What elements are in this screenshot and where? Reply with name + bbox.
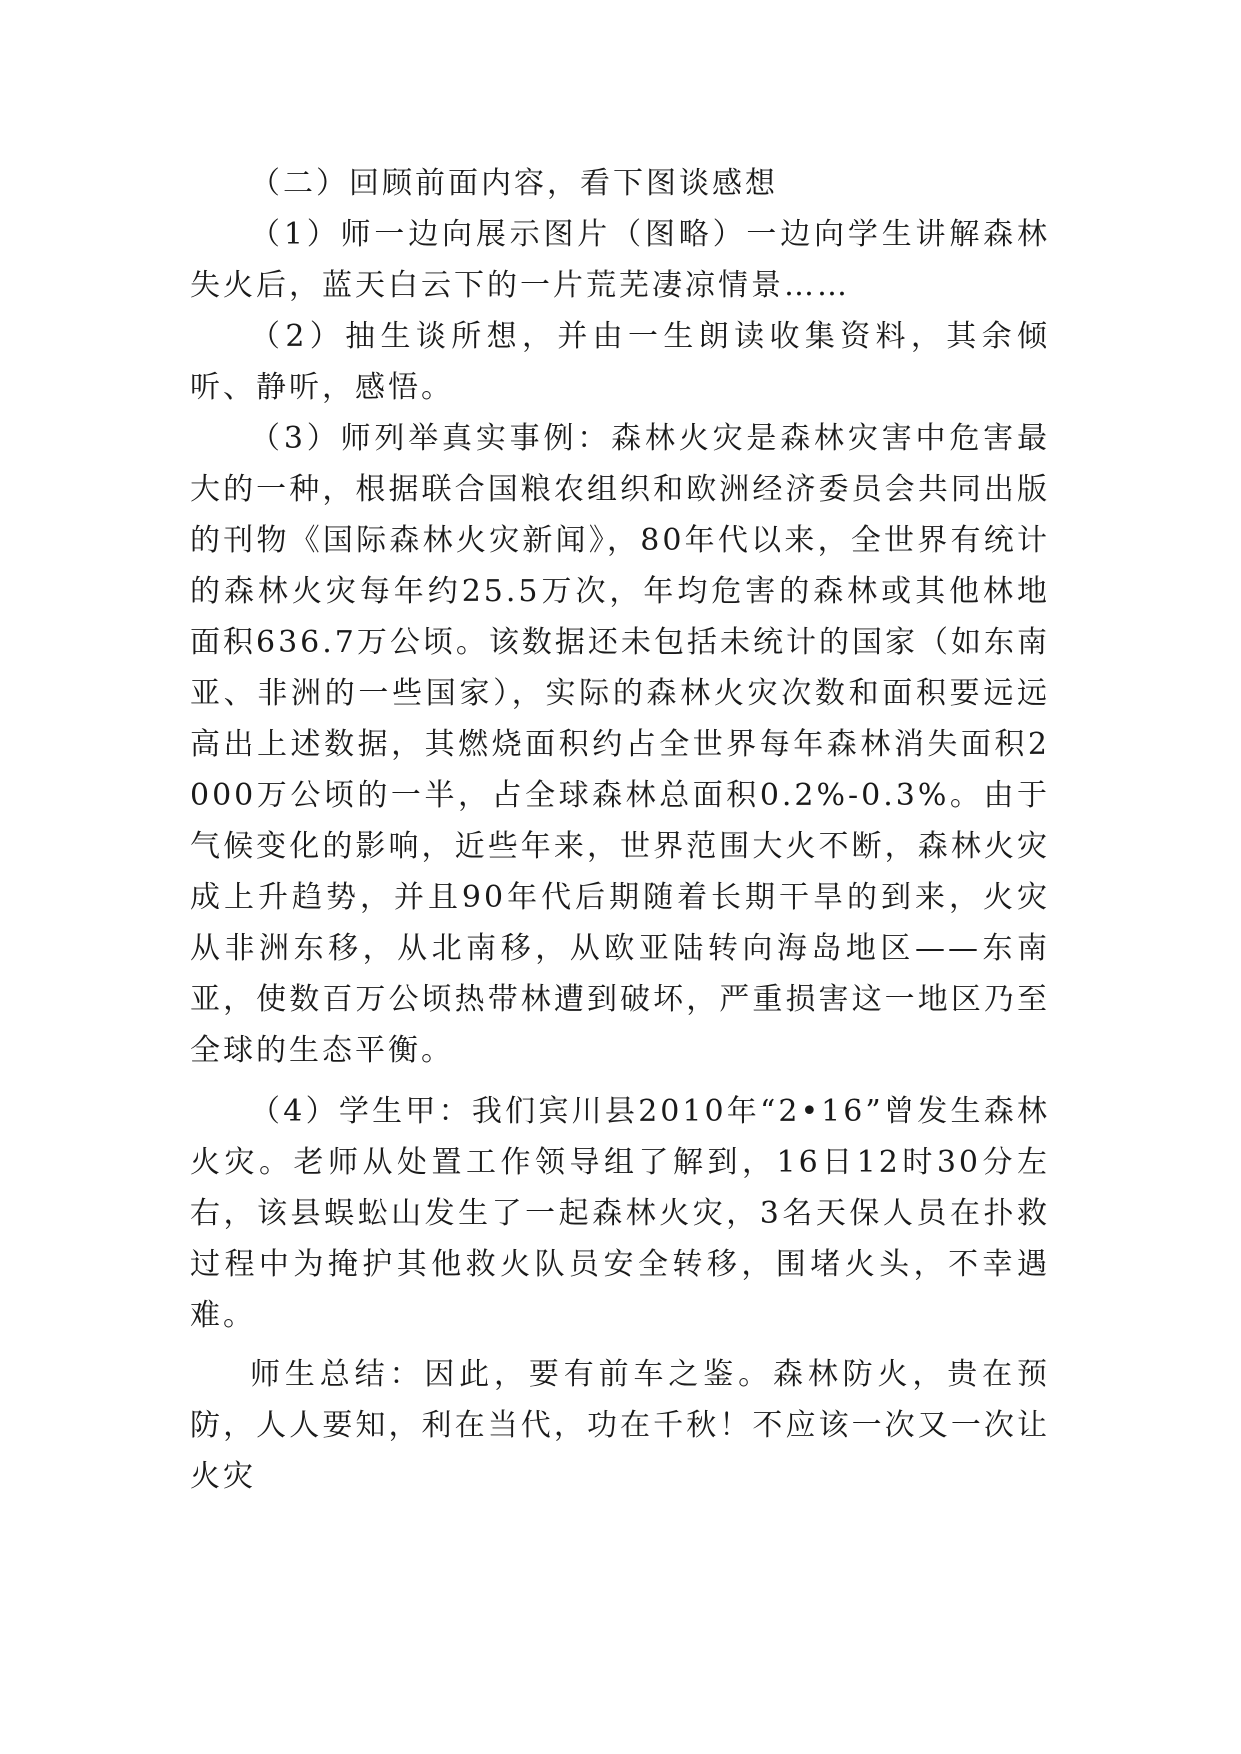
summary-paragraph: 师生总结：因此，要有前车之鉴。森林防火，贵在预防，人人要知，利在当代，功在千秋！不应该一次又一次让火灾 bbox=[190, 1357, 1050, 1494]
section-heading: （二）回顾前面内容，看下图谈感想 bbox=[250, 166, 778, 201]
paragraph-3: （3）师列举真实事例：森林火灾是森林灾害中危害最大的一种，根据联合国粮农组织和欧洲经济委员会共同出版的刊物《国际森林火灾新闻》，80年代以来，全世界有统计的森林火灾每年约25.5万次，年均危害的森林或其他林地面积636.7万公顷。该数据还未包括未统计的国家（如东南亚、非洲的一些国家），实际的森林火灾次数和面积要远远高出上述数据，其燃烧面积约占全世界每年森林消失面积2000万公顷的一半，占全球森林总面积0.2%-0.3%。由于气候变化的影响，近些年来，世界范围大火不断，森林火灾成上升趋势，并且90年代后期随着长期干旱的到来，火灾从非洲东移，从北南移，从欧亚陆转向海岛地区——东南亚，使数百万公顷热带林遭到破坏，严重损害这一地区乃至全球的生态平衡。 bbox=[190, 421, 1050, 1068]
paragraph-4: （4）学生甲：我们宾川县2010年“2•16”曾发生森林火灾。老师从处置工作领导组了解到，16日12时30分左右，该县蜈蚣山发生了一起森林火灾，3名天保人员在扑救过程中为掩护其他救火队员安全转移，围堵火头，不幸遇难。 bbox=[190, 1094, 1050, 1333]
paragraph-1: （1）师一边向展示图片（图略）一边向学生讲解森林失火后，蓝天白云下的一片荒芜凄凉情景…… bbox=[190, 217, 1050, 303]
paragraph-2: （2）抽生谈所想，并由一生朗读收集资料，其余倾听、静听，感悟。 bbox=[190, 319, 1050, 405]
document-body bbox=[190, 158, 1050, 1502]
